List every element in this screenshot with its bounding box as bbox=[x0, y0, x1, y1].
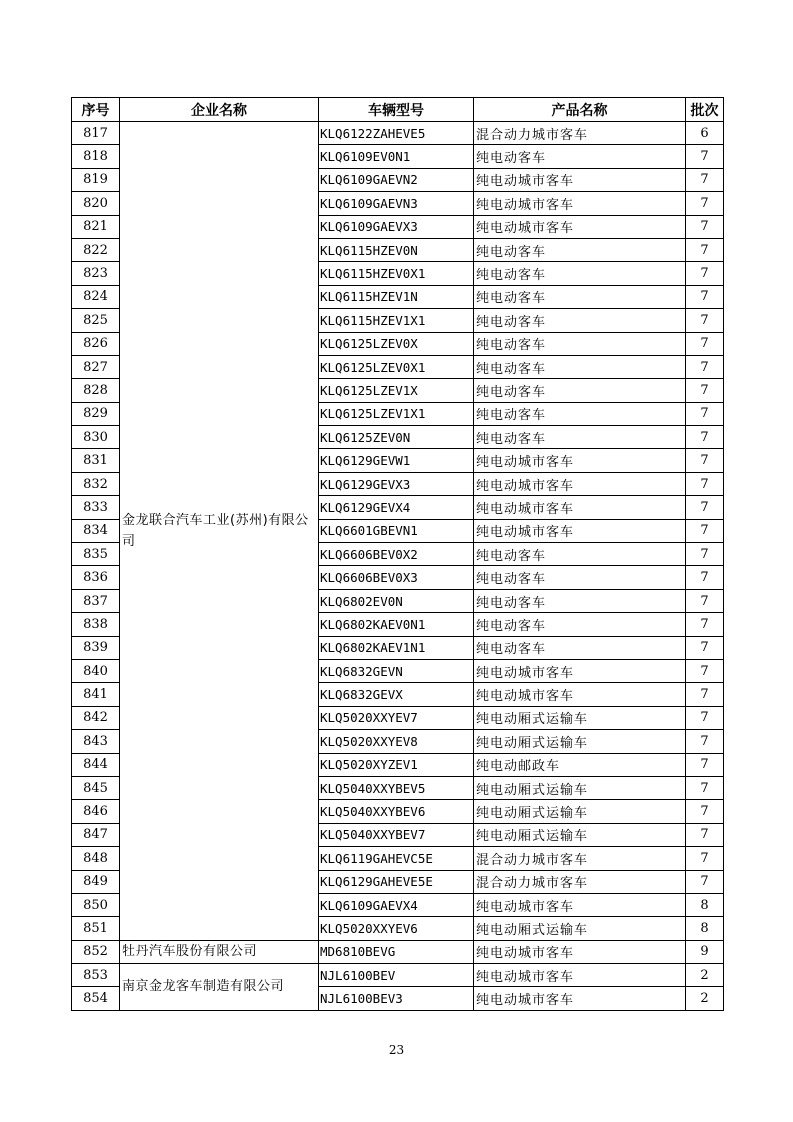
row-product: 纯电动客车 bbox=[474, 543, 686, 566]
row-seq: 834 bbox=[72, 519, 120, 542]
row-product: 纯电动客车 bbox=[474, 238, 686, 261]
row-product: 纯电动客车 bbox=[474, 379, 686, 402]
row-seq: 831 bbox=[72, 449, 120, 472]
table-header-row bbox=[72, 98, 724, 122]
row-seq: 843 bbox=[72, 730, 120, 753]
row-product: 纯电动城市客车 bbox=[474, 659, 686, 682]
row-product: 纯电动城市客车 bbox=[474, 192, 686, 215]
header-seq: 序号 bbox=[72, 98, 120, 122]
row-model: KLQ6109GAEVX4 bbox=[319, 893, 474, 916]
row-model: KLQ5040XXYBEV6 bbox=[319, 800, 474, 823]
row-company: 牡丹汽车股份有限公司 bbox=[120, 940, 319, 963]
row-product: 纯电动城市客车 bbox=[474, 893, 686, 916]
row-product: 纯电动客车 bbox=[474, 426, 686, 449]
row-model: KLQ6129GEVX4 bbox=[319, 496, 474, 519]
row-batch: 7 bbox=[686, 332, 724, 355]
row-model: KLQ5040XXYBEV5 bbox=[319, 776, 474, 799]
row-seq: 835 bbox=[72, 543, 120, 566]
row-batch: 7 bbox=[686, 566, 724, 589]
row-model: KLQ6122ZAHEVE5 bbox=[319, 122, 474, 145]
row-seq: 819 bbox=[72, 168, 120, 191]
row-model: KLQ6115HZEV1X1 bbox=[319, 309, 474, 332]
row-seq: 829 bbox=[72, 402, 120, 425]
row-seq: 836 bbox=[72, 566, 120, 589]
row-seq: 820 bbox=[72, 192, 120, 215]
row-model: KLQ6832GEVN bbox=[319, 659, 474, 682]
row-batch: 7 bbox=[686, 706, 724, 729]
row-model: KLQ6802KAEV0N1 bbox=[319, 613, 474, 636]
row-batch: 7 bbox=[686, 145, 724, 168]
row-batch: 7 bbox=[686, 847, 724, 870]
row-seq: 844 bbox=[72, 753, 120, 776]
row-seq: 849 bbox=[72, 870, 120, 893]
header-company: 企业名称 bbox=[120, 98, 319, 122]
row-batch: 8 bbox=[686, 917, 724, 940]
row-model: KLQ5020XXYEV6 bbox=[319, 917, 474, 940]
row-model: KLQ6832GEVX bbox=[319, 683, 474, 706]
row-batch: 7 bbox=[686, 659, 724, 682]
row-model: KLQ5040XXYBEV7 bbox=[319, 823, 474, 846]
row-product: 纯电动厢式运输车 bbox=[474, 917, 686, 940]
row-batch: 7 bbox=[686, 262, 724, 285]
row-product: 纯电动城市客车 bbox=[474, 940, 686, 963]
table-body bbox=[72, 122, 724, 1011]
row-product: 纯电动城市客车 bbox=[474, 987, 686, 1010]
row-batch: 7 bbox=[686, 238, 724, 261]
row-product: 混合动力城市客车 bbox=[474, 847, 686, 870]
table-row bbox=[72, 964, 724, 987]
row-company: 金龙联合汽车工业(苏州)有限公司 bbox=[120, 122, 319, 941]
row-seq: 824 bbox=[72, 285, 120, 308]
row-product: 混合动力城市客车 bbox=[474, 870, 686, 893]
row-batch: 7 bbox=[686, 636, 724, 659]
row-batch: 7 bbox=[686, 472, 724, 495]
row-product: 纯电动客车 bbox=[474, 145, 686, 168]
row-company: 南京金龙客车制造有限公司 bbox=[120, 964, 319, 1011]
row-seq: 830 bbox=[72, 426, 120, 449]
row-product: 纯电动厢式运输车 bbox=[474, 776, 686, 799]
row-model: KLQ6601GBEVN1 bbox=[319, 519, 474, 542]
row-batch: 2 bbox=[686, 964, 724, 987]
row-batch: 7 bbox=[686, 823, 724, 846]
row-product: 纯电动客车 bbox=[474, 262, 686, 285]
row-product: 纯电动客车 bbox=[474, 613, 686, 636]
row-seq: 817 bbox=[72, 122, 120, 145]
row-model: NJL6100BEV3 bbox=[319, 987, 474, 1010]
row-product: 纯电动城市客车 bbox=[474, 683, 686, 706]
row-model: KLQ6125ZEV0N bbox=[319, 426, 474, 449]
row-model: KLQ6109GAEVX3 bbox=[319, 215, 474, 238]
row-product: 纯电动城市客车 bbox=[474, 496, 686, 519]
header-product: 产品名称 bbox=[474, 98, 686, 122]
row-product: 纯电动客车 bbox=[474, 285, 686, 308]
row-model: KLQ6606BEV0X3 bbox=[319, 566, 474, 589]
row-model: NJL6100BEV bbox=[319, 964, 474, 987]
row-product: 纯电动客车 bbox=[474, 636, 686, 659]
row-product: 纯电动客车 bbox=[474, 589, 686, 612]
row-product: 纯电动客车 bbox=[474, 332, 686, 355]
vehicle-catalog-table bbox=[71, 97, 724, 1011]
row-model: MD6810BEVG bbox=[319, 940, 474, 963]
row-product: 纯电动邮政车 bbox=[474, 753, 686, 776]
row-batch: 7 bbox=[686, 870, 724, 893]
row-product: 纯电动厢式运输车 bbox=[474, 706, 686, 729]
row-model: KLQ6109GAEVN2 bbox=[319, 168, 474, 191]
row-seq: 850 bbox=[72, 893, 120, 916]
row-seq: 826 bbox=[72, 332, 120, 355]
row-batch: 7 bbox=[686, 519, 724, 542]
row-seq: 853 bbox=[72, 964, 120, 987]
row-product: 纯电动城市客车 bbox=[474, 964, 686, 987]
row-product: 纯电动厢式运输车 bbox=[474, 823, 686, 846]
row-batch: 7 bbox=[686, 753, 724, 776]
row-batch: 2 bbox=[686, 987, 724, 1010]
row-model: KLQ5020XXYEV7 bbox=[319, 706, 474, 729]
row-model: KLQ6606BEV0X2 bbox=[319, 543, 474, 566]
row-batch: 7 bbox=[686, 776, 724, 799]
row-product: 纯电动客车 bbox=[474, 355, 686, 378]
page-number: 23 bbox=[388, 1043, 405, 1057]
row-model: KLQ6125LZEV0X bbox=[319, 332, 474, 355]
row-product: 纯电动客车 bbox=[474, 566, 686, 589]
row-product: 纯电动厢式运输车 bbox=[474, 800, 686, 823]
row-seq: 852 bbox=[72, 940, 120, 963]
row-model: KLQ6802EV0N bbox=[319, 589, 474, 612]
header-model: 车辆型号 bbox=[319, 98, 474, 122]
row-seq: 840 bbox=[72, 659, 120, 682]
row-seq: 847 bbox=[72, 823, 120, 846]
row-batch: 7 bbox=[686, 402, 724, 425]
row-model: KLQ6129GEVW1 bbox=[319, 449, 474, 472]
row-product: 纯电动城市客车 bbox=[474, 519, 686, 542]
row-seq: 851 bbox=[72, 917, 120, 940]
row-seq: 838 bbox=[72, 613, 120, 636]
row-batch: 7 bbox=[686, 285, 724, 308]
row-model: KLQ6802KAEV1N1 bbox=[319, 636, 474, 659]
header-batch: 批次 bbox=[686, 98, 724, 122]
row-model: KLQ6115HZEV1N bbox=[319, 285, 474, 308]
row-model: KLQ6125LZEV1X1 bbox=[319, 402, 474, 425]
row-model: KLQ5020XYZEV1 bbox=[319, 753, 474, 776]
table-row bbox=[72, 122, 724, 145]
row-batch: 7 bbox=[686, 449, 724, 472]
row-model: KLQ6115HZEV0X1 bbox=[319, 262, 474, 285]
row-seq: 837 bbox=[72, 589, 120, 612]
row-batch: 7 bbox=[686, 589, 724, 612]
row-seq: 818 bbox=[72, 145, 120, 168]
row-batch: 7 bbox=[686, 683, 724, 706]
row-product: 纯电动城市客车 bbox=[474, 215, 686, 238]
row-batch: 7 bbox=[686, 168, 724, 191]
row-model: KLQ6129GAHEVE5E bbox=[319, 870, 474, 893]
row-product: 混合动力城市客车 bbox=[474, 122, 686, 145]
row-batch: 7 bbox=[686, 496, 724, 519]
row-seq: 825 bbox=[72, 309, 120, 332]
row-seq: 848 bbox=[72, 847, 120, 870]
row-batch: 7 bbox=[686, 613, 724, 636]
row-batch: 7 bbox=[686, 215, 724, 238]
row-product: 纯电动客车 bbox=[474, 309, 686, 332]
row-seq: 821 bbox=[72, 215, 120, 238]
row-seq: 828 bbox=[72, 379, 120, 402]
row-batch: 6 bbox=[686, 122, 724, 145]
row-batch: 9 bbox=[686, 940, 724, 963]
row-batch: 7 bbox=[686, 730, 724, 753]
row-seq: 839 bbox=[72, 636, 120, 659]
row-product: 纯电动厢式运输车 bbox=[474, 730, 686, 753]
row-batch: 7 bbox=[686, 543, 724, 566]
row-product: 纯电动城市客车 bbox=[474, 472, 686, 495]
row-model: KLQ5020XXYEV8 bbox=[319, 730, 474, 753]
row-model: KLQ6125LZEV1X bbox=[319, 379, 474, 402]
row-batch: 7 bbox=[686, 426, 724, 449]
row-model: KLQ6109GAEVN3 bbox=[319, 192, 474, 215]
row-seq: 822 bbox=[72, 238, 120, 261]
row-batch: 7 bbox=[686, 355, 724, 378]
row-model: KLQ6115HZEV0N bbox=[319, 238, 474, 261]
row-seq: 846 bbox=[72, 800, 120, 823]
row-batch: 8 bbox=[686, 893, 724, 916]
row-product: 纯电动客车 bbox=[474, 402, 686, 425]
row-product: 纯电动城市客车 bbox=[474, 449, 686, 472]
row-seq: 823 bbox=[72, 262, 120, 285]
row-model: KLQ6119GAHEVC5E bbox=[319, 847, 474, 870]
row-seq: 845 bbox=[72, 776, 120, 799]
row-batch: 7 bbox=[686, 800, 724, 823]
row-seq: 842 bbox=[72, 706, 120, 729]
row-seq: 854 bbox=[72, 987, 120, 1010]
table-row bbox=[72, 940, 724, 963]
row-batch: 7 bbox=[686, 192, 724, 215]
row-batch: 7 bbox=[686, 309, 724, 332]
row-model: KLQ6109EV0N1 bbox=[319, 145, 474, 168]
row-seq: 827 bbox=[72, 355, 120, 378]
row-model: KLQ6125LZEV0X1 bbox=[319, 355, 474, 378]
row-seq: 833 bbox=[72, 496, 120, 519]
row-seq: 832 bbox=[72, 472, 120, 495]
row-product: 纯电动城市客车 bbox=[474, 168, 686, 191]
row-batch: 7 bbox=[686, 379, 724, 402]
row-seq: 841 bbox=[72, 683, 120, 706]
row-model: KLQ6129GEVX3 bbox=[319, 472, 474, 495]
